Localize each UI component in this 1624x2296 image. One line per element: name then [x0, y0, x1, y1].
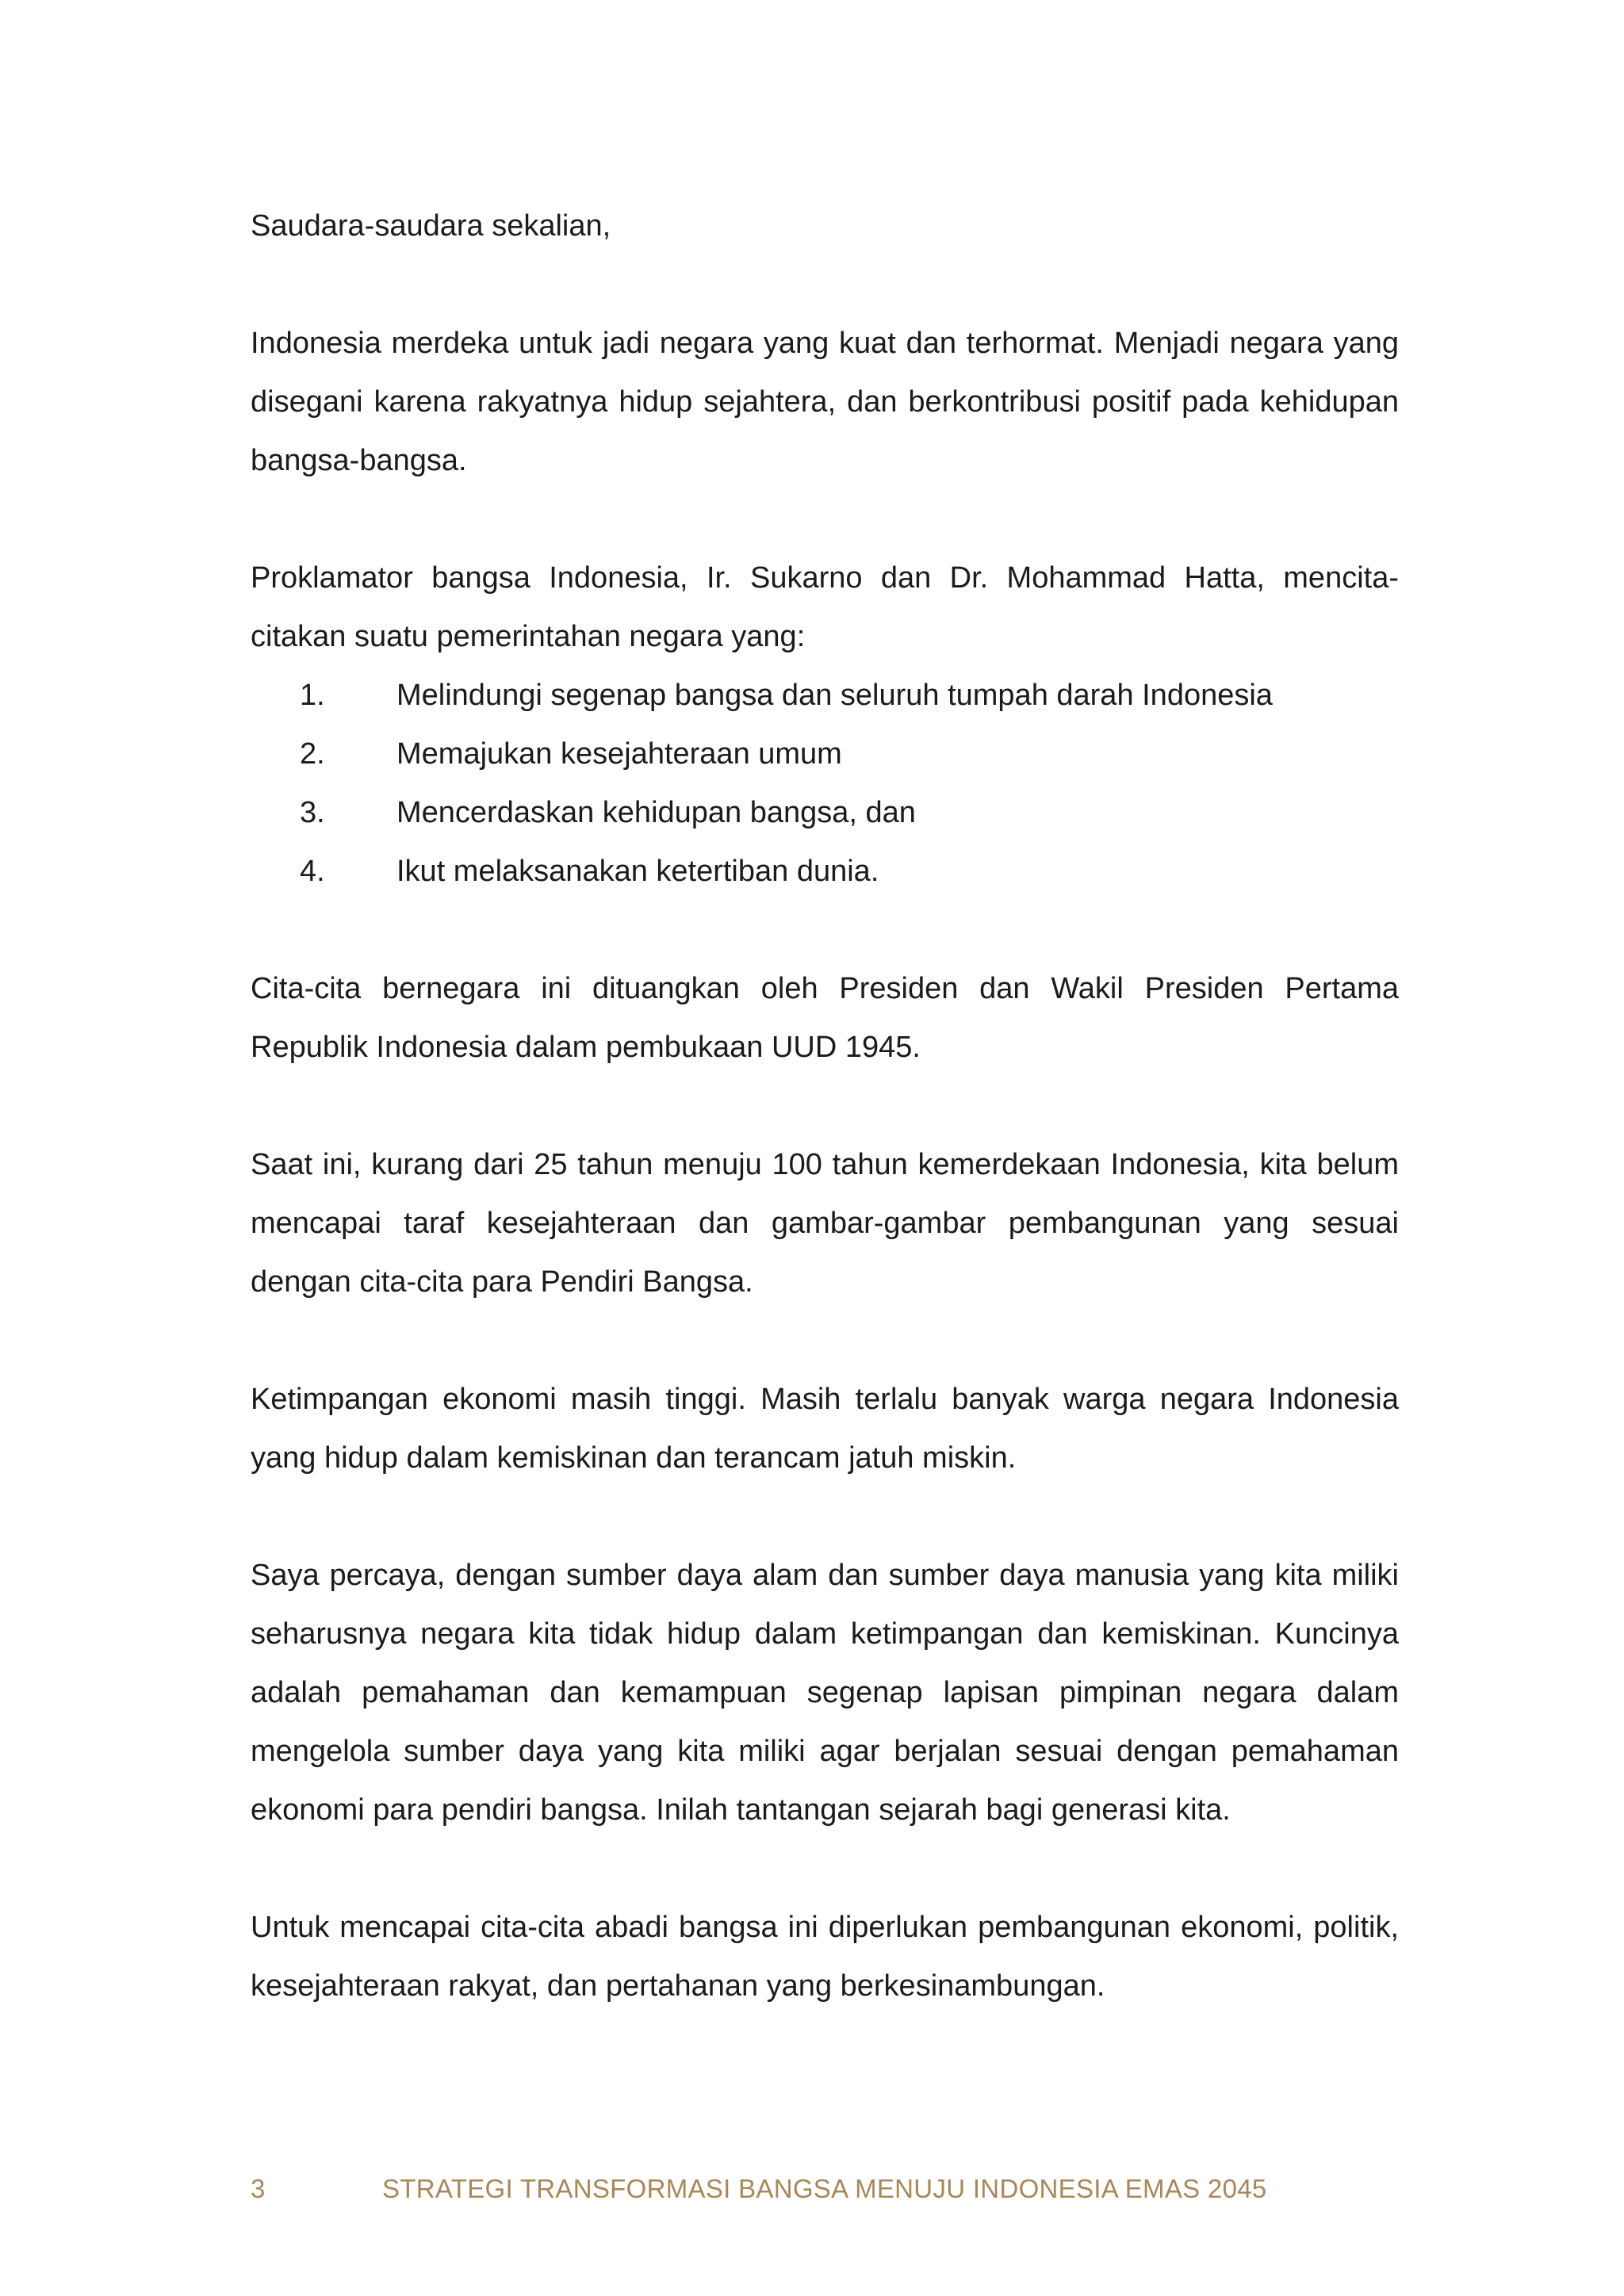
list-item-text: Mencerdaskan kehidupan bangsa, dan [396, 796, 916, 829]
list-item [251, 666, 1399, 725]
paragraph-4: Saat ini, kurang dari 25 tahun menuju 100 tahun kemerdekaan Indonesia, kita belum mencapai taraf kesejahteraan dan gambar-gambar pembangunan yang sesuai dengan cita-cita para Pendiri Bangsa. [251, 1148, 1399, 1299]
numbered-list [251, 666, 1399, 901]
list-item-number: 1. [300, 679, 325, 712]
list-item-number: 4. [300, 855, 325, 888]
paragraph-3: Cita-cita bernegara ini dituangkan oleh Presiden dan Wakil Presiden Pertama Republik Indonesia dalam pembukaan UUD 1945. [251, 972, 1399, 1064]
list-item-text: Melindungi segenap bangsa dan seluruh tumpah darah Indonesia [396, 679, 1273, 712]
paragraph-7: Untuk mencapai cita-cita abadi bangsa ini diperlukan pembangunan ekonomi, politik, kesejahteraan rakyat, dan pertahanan yang berkesinambungan. [251, 1911, 1399, 2003]
footer-title: STRATEGI TRANSFORMASI BANGSA MENUJU INDONESIA EMAS 2045 [382, 2174, 1267, 2203]
list-item-text: Memajukan kesejahteraan umum [396, 737, 842, 771]
paragraph-6: Saya percaya, dengan sumber daya alam dan sumber daya manusia yang kita miliki seharusnya negara kita tidak hidup dalam ketimpangan dan kemiskinan. Kuncinya adalah pemahaman dan kemampuan segenap lapisan pimpinan negara dalam mengelola sumber daya yang kita miliki agar berjalan sesuai dengan pemahaman ekonomi para pendiri bangsa. Inilah tantangan sejarah bagi generasi kita. [251, 1559, 1399, 1827]
list-item-text: Ikut melaksanakan ketertiban dunia. [396, 855, 879, 888]
list-item-number: 2. [300, 737, 325, 771]
paragraph-1: Indonesia merdeka untuk jadi negara yang kuat dan terhormat. Menjadi negara yang disegani karena rakyatnya hidup sejahtera, dan berkontribusi positif pada kehidupan bangsa-bangsa. [251, 327, 1399, 477]
page-number: 3 [251, 2174, 266, 2203]
list-item-number: 3. [300, 796, 325, 829]
page-body [251, 197, 1399, 2074]
list-item [251, 725, 1399, 783]
paragraph-5: Ketimpangan ekonomi masih tinggi. Masih terlalu banyak warga negara Indonesia yang hidup dalam kemiskinan dan terancam jatuh miskin. [251, 1383, 1399, 1475]
list-item [251, 842, 1399, 901]
page-footer [251, 2174, 1267, 2204]
paragraph-2: Proklamator bangsa Indonesia, Ir. Sukarno dan Dr. Mohammad Hatta, mencita-citakan suatu pemerintahan negara yang: [251, 561, 1399, 653]
list-item [251, 783, 1399, 842]
salutation: Saudara-saudara sekalian, [251, 209, 611, 243]
